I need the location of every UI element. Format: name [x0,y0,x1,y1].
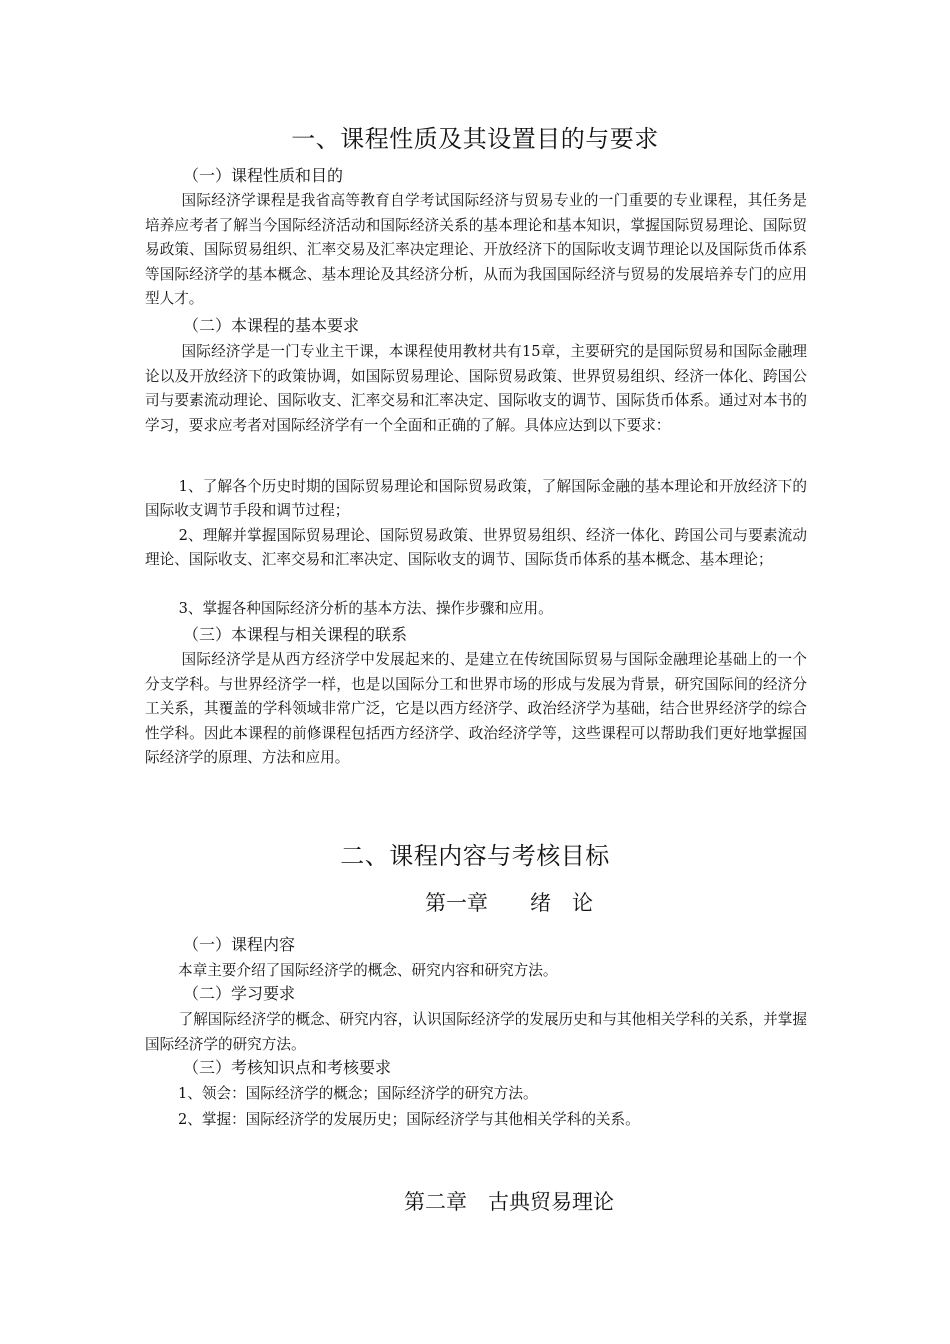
requirement-item-2: 2、理解并掌握国际贸易理论、国际贸易政策、世界贸易组织、经济一体化、跨国公司与要素流动理论、国际收支、汇率交易和汇率决定、国际收支的调节、国际货币体系的基本概念、基本理论； [145,527,807,569]
subsection-1-3-heading: （三）本课程与相关课程的联系 [183,625,408,644]
chapter-1-sub-1-heading: （一）课程内容 [183,935,296,954]
subsection-1-3-paragraph: 国际经济学是从西方经济学中发展起来的、是建立在传统国际贸易与国际金融理论基础上的一个分支学科。与世界经济学一样，也是以国际分工和世界市场的形成与发展为背景，研究国际间的经济分工关系，其覆盖的学科领域非常广泛，它是以西方经济学、政治经济学为基础，结合世界经济学的综合性学科。因此本课程的前修课程包括西方经济学、政治经济学等，这些课程可以帮助我们更好地掌握国际经济学的原理、方法和应用。 [145,651,807,766]
chapter-1-sub-3-heading: （三）考核知识点和考核要求 [183,1058,392,1077]
requirement-item-3: 3、掌握各种国际经济分析的基本方法、操作步骤和应用。 [178,600,553,617]
chapter-2-title: 第二章 古典贸易理论 [404,1190,614,1214]
chapter-1-sub-2-text: 了解国际经济学的概念、研究内容，认识国际经济学的发展历史和与其他相关学科的关系，并掌握国际经济学的研究方法。 [145,1011,807,1053]
subsection-1-2-paragraph: 国际经济学是一门专业主干课，本课程使用教材共有15章，主要研究的是国际贸易和国际金融理论以及开放经济下的政策协调，如国际贸易理论、国际贸易政策、世界贸易组织、经济一体化、跨国公司与要素流动理论、国际收支、汇率交易和汇率决定、国际收支的调节、国际货币体系。通过对本书的学习，要求应考者对国际经济学有一个全面和正确的了解。具体应达到以下要求： [145,343,807,434]
requirement-item-1: 1、了解各个历史时期的国际贸易理论和国际贸易政策，了解国际金融的基本理论和开放经济下的国际收支调节手段和调节过程； [145,478,807,520]
chapter-1-point-2: 2、掌握：国际经济学的发展历史；国际经济学与其他相关学科的关系。 [178,1111,640,1128]
chapter-1-title: 第一章 绪 论 [425,891,593,915]
section-2-title: 二、课程内容与考核目标 [340,842,610,870]
section-1-title: 一、课程性质及其设置目的与要求 [291,125,659,153]
chapter-1-sub-2-heading: （二）学习要求 [183,984,296,1003]
chapter-1-point-1: 1、领会：国际经济学的概念；国际经济学的研究方法。 [178,1085,538,1102]
subsection-1-2-heading: （二）本课程的基本要求 [183,316,360,335]
subsection-1-1-paragraph: 国际经济学课程是我省高等教育自学考试国际经济与贸易专业的一门重要的专业课程，其任务是培养应考者了解当今国际经济活动和国际经济关系的基本理论和基本知识，掌握国际贸易理论、国际贸易政策、国际贸易组织、汇率交易及汇率决定理论、开放经济下的国际收支调节理论以及国际货币体系等国际经济学的基本概念、基本理论及其经济分析，从而为我国国际经济与贸易的发展培养专门的应用型人才。 [145,192,807,307]
chapter-1-sub-1-text: 本章主要介绍了国际经济学的概念、研究内容和研究方法。 [178,962,558,979]
subsection-1-1-heading: （一）课程性质和目的 [183,166,344,185]
